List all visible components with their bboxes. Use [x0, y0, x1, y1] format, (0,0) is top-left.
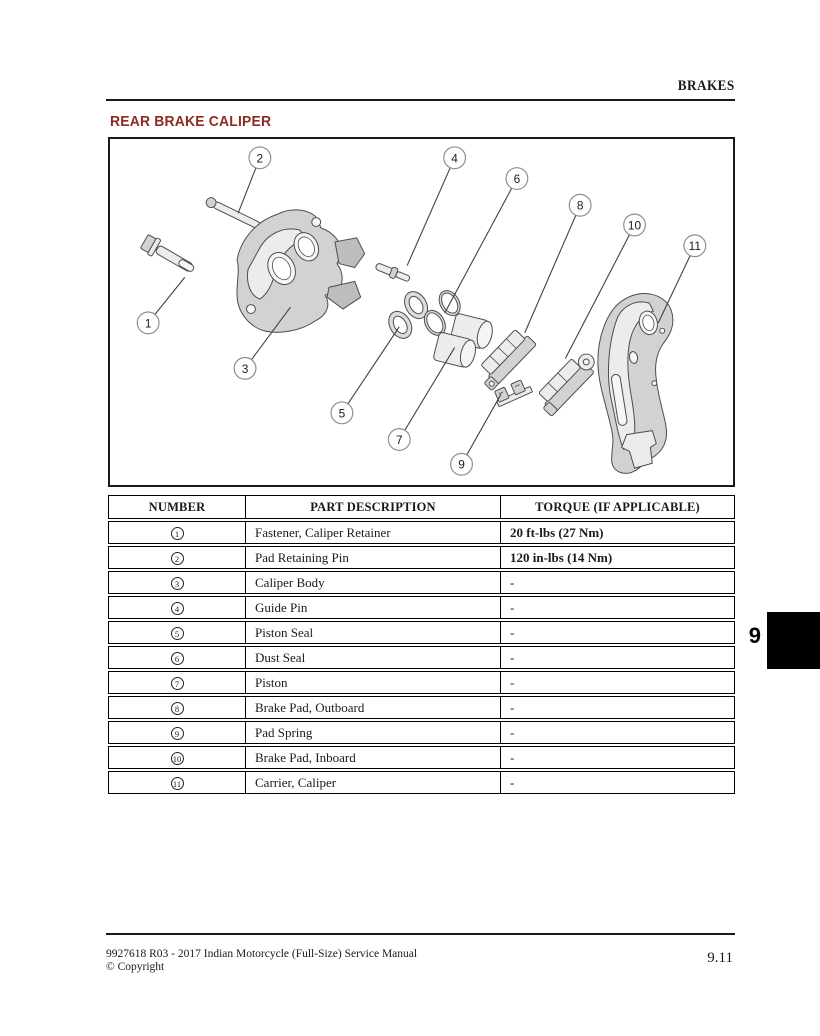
part-carrier-caliper-drawing	[598, 294, 673, 474]
part-pad-retaining-pin-drawing	[205, 196, 263, 231]
part-description-cell: Dust Seal	[246, 646, 501, 669]
part-torque-cell: -	[501, 646, 735, 669]
part-number-cell	[108, 771, 246, 794]
part-number-badge: 10	[171, 752, 184, 765]
column-header-torque: TORQUE (IF APPLICABLE)	[501, 495, 735, 519]
part-torque-cell: -	[501, 671, 735, 694]
part-description-cell: Guide Pin	[246, 596, 501, 619]
table-row	[108, 671, 735, 694]
part-number-badge: 9	[171, 727, 184, 740]
diagram-callout-9	[451, 394, 501, 475]
part-description-cell: Pad Retaining Pin	[246, 546, 501, 569]
part-number-cell	[108, 596, 246, 619]
svg-text:10: 10	[627, 218, 642, 233]
svg-text:9: 9	[458, 457, 465, 472]
table-row	[108, 746, 735, 769]
diagram-callout-5	[331, 327, 399, 424]
part-description-cell: Carrier, Caliper	[246, 771, 501, 794]
svg-text:7: 7	[395, 433, 403, 448]
part-number-badge: 5	[171, 627, 184, 640]
part-guide-pin-drawing	[374, 261, 411, 284]
part-number-badge: 3	[171, 577, 184, 590]
part-description-cell: Piston Seal	[246, 621, 501, 644]
part-description-cell: Fastener, Caliper Retainer	[246, 521, 501, 544]
table-row	[108, 646, 735, 669]
diagram-callout-2	[238, 147, 271, 213]
part-number-cell	[108, 621, 246, 644]
table-row	[108, 621, 735, 644]
parts-table	[108, 493, 735, 796]
diagram-callout-4	[407, 147, 465, 266]
part-description-cell: Brake Pad, Inboard	[246, 746, 501, 769]
part-number-badge: 4	[171, 602, 184, 615]
part-number-badge: 11	[171, 777, 184, 790]
part-torque-cell: -	[501, 696, 735, 719]
part-torque-cell: -	[501, 771, 735, 794]
part-number-cell	[108, 746, 246, 769]
part-number-cell	[108, 521, 246, 544]
table-row	[108, 696, 735, 719]
table-row	[108, 521, 735, 544]
svg-text:2: 2	[256, 151, 264, 166]
table-row	[108, 596, 735, 619]
part-fastener-caliper-retainer-drawing	[140, 233, 198, 277]
column-header-number: NUMBER	[108, 495, 246, 519]
part-torque-cell: -	[501, 571, 735, 594]
part-number-badge: 7	[171, 677, 184, 690]
part-torque-cell: 120 in-lbs (14 Nm)	[501, 546, 735, 569]
part-number-badge: 6	[171, 652, 184, 665]
page-footer	[106, 948, 417, 973]
svg-text:4: 4	[451, 151, 458, 166]
section-heading: REAR BRAKE CALIPER	[110, 114, 272, 130]
svg-text:1: 1	[144, 316, 152, 331]
header-rule	[106, 99, 735, 101]
part-description-cell: Pad Spring	[246, 721, 501, 744]
diagram-callout-8	[525, 194, 591, 332]
diagram-callout-1	[137, 277, 184, 333]
svg-text:5: 5	[338, 406, 346, 421]
part-number-cell	[108, 671, 246, 694]
part-number-cell	[108, 646, 246, 669]
part-number-badge: 1	[171, 527, 184, 540]
part-torque-cell: -	[501, 596, 735, 619]
table-row	[108, 721, 735, 744]
part-caliper-body-drawing	[237, 210, 365, 332]
footer-copyright: © Copyright	[106, 960, 165, 973]
exploded-diagram	[108, 137, 735, 487]
part-number-badge: 8	[171, 702, 184, 715]
part-torque-cell: -	[501, 621, 735, 644]
chapter-tab	[767, 612, 820, 669]
part-description-cell: Brake Pad, Outboard	[246, 696, 501, 719]
part-number-cell	[108, 696, 246, 719]
part-description-cell: Piston	[246, 671, 501, 694]
svg-text:11: 11	[688, 239, 701, 254]
footer-rule	[106, 933, 735, 935]
table-row	[108, 546, 735, 569]
part-description-cell: Caliper Body	[246, 571, 501, 594]
svg-text:3: 3	[241, 361, 249, 376]
svg-text:6: 6	[513, 172, 521, 187]
part-number-cell	[108, 571, 246, 594]
part-torque-cell: -	[501, 746, 735, 769]
page-number: 9.11	[707, 950, 733, 966]
table-row	[108, 571, 735, 594]
table-header-row	[108, 495, 735, 519]
chapter-number: 9	[748, 623, 761, 648]
part-number-badge: 2	[171, 552, 184, 565]
part-torque-cell: 20 ft-lbs (27 Nm)	[501, 521, 735, 544]
part-number-cell	[108, 721, 246, 744]
running-header-title: BRAKES	[678, 78, 735, 94]
exploded-diagram-svg	[110, 139, 733, 485]
svg-text:8: 8	[576, 198, 584, 213]
part-number-cell	[108, 546, 246, 569]
table-row	[108, 771, 735, 794]
footer-manual-title: 9927618 R03 - 2017 Indian Motorcycle (Full-Size) Service Manual	[106, 948, 418, 960]
diagram-callout-6	[445, 168, 528, 313]
column-header-part-description: PART DESCRIPTION	[246, 495, 501, 519]
part-brake-pad-inboard-drawing	[533, 347, 601, 416]
part-torque-cell: -	[501, 721, 735, 744]
